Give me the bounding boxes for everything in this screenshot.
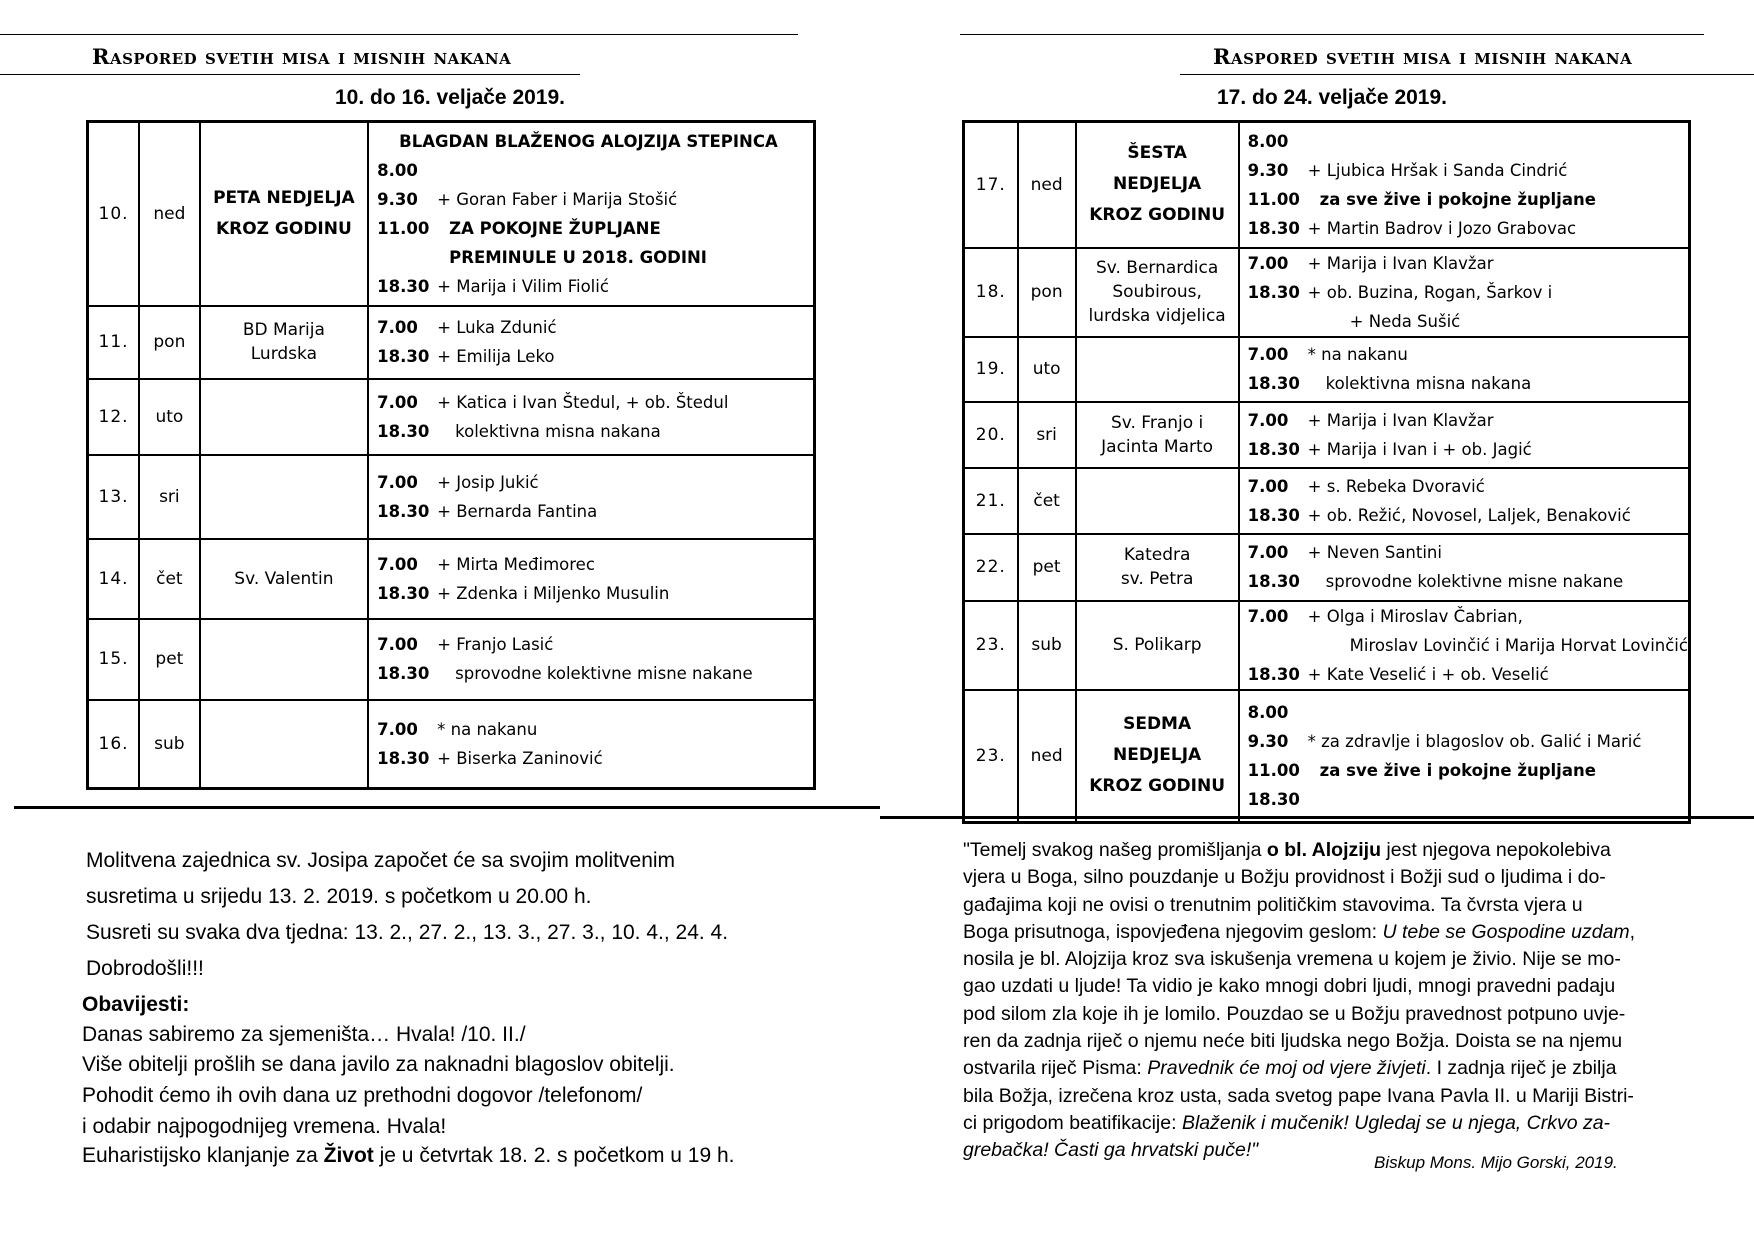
day-name: sri bbox=[1018, 402, 1076, 468]
day-name: pet bbox=[1018, 534, 1076, 601]
feast-line: Sv. Franjo i bbox=[1110, 412, 1204, 433]
schedule-row bbox=[964, 248, 1690, 337]
feast-cell bbox=[1076, 468, 1239, 534]
bishop-quote bbox=[963, 837, 1679, 1165]
mass-intention: + Biserka Zaninović bbox=[437, 748, 603, 768]
mass-line bbox=[1248, 472, 1688, 501]
notice-adoration-bold: Život bbox=[323, 1144, 374, 1167]
feast-cell bbox=[200, 539, 369, 619]
mass-time: 18.30 bbox=[377, 664, 430, 683]
mass-time: 18.30 bbox=[377, 501, 430, 521]
mass-time: 18.30 bbox=[1247, 572, 1300, 591]
quote-segment: grebačka! Časti ga hrvatski puče!" bbox=[963, 1139, 1259, 1162]
masses-cell bbox=[368, 379, 814, 455]
quote-line bbox=[963, 1001, 1679, 1028]
masses-cell bbox=[1239, 402, 1690, 468]
mass-intention: + Ljubica Hršak i Sanda Cindrić bbox=[1307, 160, 1568, 180]
mass-line bbox=[377, 388, 813, 417]
mass-time: 9.30 bbox=[1247, 731, 1289, 751]
notice-line: Više obitelji prošlih se dana javilo za naknadni blagoslov obitelji. bbox=[82, 1053, 675, 1076]
mass-time: 18.30 bbox=[1247, 664, 1300, 684]
feast-line: Jacinta Marto bbox=[1101, 436, 1214, 457]
mass-line bbox=[1248, 698, 1688, 727]
feast-line: KROZ GODINU bbox=[1089, 776, 1226, 797]
right-header-title: Raspored svetih misa i misnih nakana bbox=[1213, 44, 1633, 69]
mass-line bbox=[1248, 727, 1688, 756]
mass-intention: Miroslav Lovinčić i Marija Horvat Lovinčić bbox=[1349, 635, 1688, 655]
right-schedule-table bbox=[962, 120, 1691, 824]
mass-line bbox=[1248, 756, 1688, 785]
masses-cell bbox=[1239, 468, 1690, 534]
day-name: uto bbox=[139, 379, 200, 455]
mass-intention: + Olga i Miroslav Čabrian, bbox=[1307, 606, 1523, 626]
schedule-row bbox=[964, 337, 1690, 402]
feast-line: Sv. Bernardica bbox=[1095, 258, 1219, 278]
mass-time: 18.30 bbox=[377, 347, 430, 366]
mass-intention: ZA POKOJNE ŽUPLJANE bbox=[449, 218, 661, 238]
mass-intention: + Marija i Ivan i + ob. Jagić bbox=[1307, 439, 1532, 459]
day-number: 20. bbox=[964, 402, 1018, 468]
masses-cell bbox=[368, 700, 814, 789]
quote-segment: Boga prisutnoga, ispovjeđena njegovim geslom: bbox=[963, 920, 1383, 943]
mass-intention: + s. Rebeka Dvoravić bbox=[1307, 476, 1485, 496]
mass-intention: + Marija i Vilim Fiolić bbox=[437, 276, 609, 296]
mass-time: 11.00 bbox=[377, 218, 430, 238]
masses-cell bbox=[1239, 248, 1690, 337]
quote-line bbox=[963, 973, 1679, 1000]
mass-time: 8.00 bbox=[1247, 702, 1289, 722]
day-number: 10. bbox=[88, 122, 140, 306]
mass-intention: + Bernarda Fantina bbox=[437, 501, 598, 521]
mass-time: 7.00 bbox=[1247, 543, 1289, 562]
day-name: uto bbox=[1018, 337, 1076, 402]
day-number: 12. bbox=[88, 379, 140, 455]
day-name: pon bbox=[1018, 248, 1076, 337]
feast-cell bbox=[200, 700, 369, 789]
mass-line bbox=[377, 497, 813, 526]
mass-line bbox=[1248, 185, 1688, 214]
mass-line bbox=[1248, 214, 1688, 243]
day-number: 18. bbox=[964, 248, 1018, 337]
quote-segment: jest njegova nepokolebiva bbox=[1381, 839, 1611, 861]
mass-time: 18.30 bbox=[377, 583, 430, 603]
mass-line bbox=[1248, 435, 1688, 464]
feast-line: sv. Petra bbox=[1120, 569, 1194, 589]
mass-intention: + Franjo Lasić bbox=[437, 635, 554, 654]
quote-segment: vjera u Boga, silno pouzdanje u Božju providnost i Božji sud o ljudima i do- bbox=[963, 866, 1606, 889]
day-number: 21. bbox=[964, 468, 1018, 534]
mass-time: 11.00 bbox=[1247, 760, 1300, 780]
mass-line bbox=[377, 630, 813, 659]
mass-time: 18.30 bbox=[1247, 505, 1300, 525]
masses-cell bbox=[1239, 337, 1690, 402]
mass-line bbox=[1248, 538, 1688, 567]
right-header-rule bbox=[960, 34, 1704, 35]
quote-segment: bila Božja, izrečena kroz usta, sada svetog pape Ivana Pavla II. u Mariji Bistri- bbox=[963, 1084, 1634, 1107]
left-header-title: Raspored svetih misa i misnih nakana bbox=[92, 44, 512, 69]
day-number: 11. bbox=[88, 306, 140, 379]
mass-line bbox=[1248, 631, 1688, 660]
mass-line bbox=[377, 272, 813, 301]
mass-time: 7.00 bbox=[1247, 476, 1289, 496]
mass-time: 7.00 bbox=[1247, 345, 1289, 364]
left-header-underline bbox=[0, 74, 580, 75]
mass-line bbox=[377, 744, 813, 773]
mass-line bbox=[1248, 127, 1688, 156]
masses-cell bbox=[1239, 690, 1690, 823]
day-number: 17. bbox=[964, 122, 1018, 248]
schedule-row bbox=[88, 539, 815, 619]
left-schedule-table bbox=[86, 120, 816, 790]
feast-line: NEDJELJA bbox=[1113, 745, 1202, 766]
day-number: 23. bbox=[964, 690, 1018, 823]
schedule-row bbox=[88, 122, 815, 306]
mass-line bbox=[377, 659, 813, 688]
mass-line bbox=[377, 214, 813, 243]
quote-segment: , bbox=[1629, 920, 1636, 943]
mass-line bbox=[377, 313, 813, 342]
mass-time: 8.00 bbox=[1247, 131, 1289, 151]
feast-line: Katedra bbox=[1123, 545, 1191, 565]
quote-segment: ren da zadnja riječ o njemu neće biti ljudska nego Božja. Doista se na njemu bbox=[963, 1030, 1623, 1053]
mass-line bbox=[377, 185, 813, 214]
feast-cell bbox=[200, 306, 369, 379]
mass-time: 7.00 bbox=[377, 635, 418, 654]
feast-line: ŠESTA bbox=[1127, 143, 1187, 164]
paragraph-line: Susreti su svaka dva tjedna: 13. 2., 27. 2., 13. 3., 27. 3., 10. 4., 24. 4. bbox=[86, 921, 729, 944]
schedule-row bbox=[964, 122, 1690, 248]
feast-cell bbox=[200, 619, 369, 700]
feast-line: NEDJELJA bbox=[1113, 174, 1202, 195]
paragraph-line: susretima u srijedu 13. 2. 2019. s početkom u 20.00 h. bbox=[86, 885, 592, 908]
mass-time: 7.00 bbox=[377, 392, 418, 412]
mass-line bbox=[1248, 156, 1688, 185]
mass-intention: + ob. Režić, Novosel, Laljek, Benaković bbox=[1307, 505, 1631, 525]
feast-line: PETA NEDJELJA bbox=[213, 187, 355, 208]
notice-line: i odabir najpogodnijeg vremena. Hvala! bbox=[82, 1115, 447, 1138]
left-header-rule bbox=[0, 34, 798, 35]
mass-intention: + Marija i Ivan Klavžar bbox=[1307, 410, 1494, 430]
day-number: 23. bbox=[964, 601, 1018, 690]
day-name: ned bbox=[1018, 122, 1076, 248]
schedule-row bbox=[88, 619, 815, 700]
mass-time: 7.00 bbox=[377, 472, 418, 492]
right-week-range: 17. do 24. veljače 2019. bbox=[1217, 86, 1447, 109]
mass-line bbox=[1248, 602, 1688, 631]
schedule-row bbox=[88, 306, 815, 379]
mass-line bbox=[377, 468, 813, 497]
mass-intention: PREMINULE U 2018. GODINI bbox=[449, 247, 707, 267]
mass-intention: za sve žive i pokojne župljane bbox=[1319, 760, 1596, 780]
mass-time: 7.00 bbox=[1247, 253, 1289, 273]
mass-intention: + Zdenka i Miljenko Musulin bbox=[437, 583, 670, 603]
mass-intention: + Marija i Ivan Klavžar bbox=[1307, 253, 1494, 273]
mass-time: 18.30 bbox=[377, 421, 430, 441]
mass-line bbox=[1248, 567, 1688, 596]
feast-line: KROZ GODINU bbox=[1089, 205, 1226, 226]
mass-intention: * na nakanu bbox=[1307, 345, 1408, 364]
feast-line: S. Polikarp bbox=[1112, 635, 1202, 655]
mass-time: 7.00 bbox=[377, 554, 418, 574]
quote-segment: pod silom zla koje ih je lomilo. Pouzdao se u Božju pravednost potpuno uvje- bbox=[963, 1002, 1626, 1025]
day-name: čet bbox=[1018, 468, 1076, 534]
feast-line: Sv. Valentin bbox=[234, 568, 334, 589]
mass-line bbox=[377, 715, 813, 744]
mass-intention: + Josip Jukić bbox=[437, 472, 539, 492]
mass-intention: kolektivna misna nakana bbox=[1325, 374, 1532, 393]
quote-segment: Blaženik i mučenik! Ugledaj se u njega, Crkvo za- bbox=[1181, 1111, 1611, 1134]
mass-time: 18.30 bbox=[1247, 218, 1300, 238]
day-name: ned bbox=[139, 122, 200, 306]
feast-cell bbox=[200, 455, 369, 539]
quote-segment: nosila je bl. Alojzija kroz sva iskušenja vremena u kojem je živio. Nije se mo- bbox=[963, 948, 1621, 971]
feast-cell bbox=[1076, 337, 1239, 402]
day-name: pon bbox=[139, 306, 200, 379]
quote-line bbox=[963, 837, 1679, 864]
mass-time: 11.00 bbox=[1247, 189, 1300, 209]
day-name: pet bbox=[139, 619, 200, 700]
mass-intention: BLAGDAN BLAŽENOG ALOJZIJA STEPINCA bbox=[399, 131, 778, 151]
mass-intention: za sve žive i pokojne župljane bbox=[1319, 189, 1596, 209]
quote-line bbox=[963, 919, 1679, 946]
mass-intention: + Neven Santini bbox=[1307, 543, 1442, 562]
left-bottom-rule bbox=[14, 806, 880, 809]
day-name: sri bbox=[139, 455, 200, 539]
mass-intention: + Katica i Ivan Štedul, + ob. Štedul bbox=[437, 392, 729, 412]
feast-line: Soubirous, bbox=[1112, 282, 1202, 302]
feast-cell bbox=[1076, 601, 1239, 690]
notice-adoration bbox=[82, 1144, 735, 1168]
quote-line bbox=[963, 946, 1679, 973]
mass-line bbox=[1248, 501, 1688, 530]
day-name: čet bbox=[139, 539, 200, 619]
day-name: sub bbox=[139, 700, 200, 789]
mass-intention: * za zdravlje i blagoslov ob. Galić i Marić bbox=[1307, 731, 1642, 751]
feast-line: BD Marija bbox=[242, 320, 325, 340]
mass-time: 18.30 bbox=[377, 276, 430, 296]
mass-time: 18.30 bbox=[1247, 282, 1300, 302]
day-number: 14. bbox=[88, 539, 140, 619]
mass-intention: * na nakanu bbox=[437, 719, 538, 739]
mass-line bbox=[377, 342, 813, 371]
mass-time: 9.30 bbox=[1247, 160, 1289, 180]
paragraph-line: Molitvena zajednica sv. Josipa započet će sa svojim molitvenim bbox=[86, 849, 676, 872]
feast-cell bbox=[1076, 402, 1239, 468]
masses-cell bbox=[1239, 122, 1690, 248]
mass-intention: + Luka Zdunić bbox=[437, 318, 557, 337]
mass-line bbox=[377, 417, 813, 446]
schedule-row bbox=[964, 534, 1690, 601]
day-name: sub bbox=[1018, 601, 1076, 690]
paragraph-line: Dobrodošli!!! bbox=[86, 957, 204, 980]
quote-segment: ostvarila riječ Pisma: bbox=[963, 1057, 1148, 1080]
mass-line bbox=[1248, 278, 1688, 307]
quote-line bbox=[963, 1028, 1679, 1055]
feast-cell bbox=[1076, 248, 1239, 337]
notice-line: Pohodit ćemo ih ovih dana uz prethodni dogovor /telefonom/ bbox=[82, 1084, 643, 1107]
feast-cell bbox=[1076, 122, 1239, 248]
masses-cell bbox=[368, 455, 814, 539]
masses-cell bbox=[368, 619, 814, 700]
quote-segment: gađajima koji ne ovisi o trenutnim političkim stavovima. Ta čvrsta vjera u bbox=[963, 893, 1583, 916]
quote-segment: U tebe se Gospodine uzdam bbox=[1382, 920, 1630, 943]
left-week-range: 10. do 16. veljače 2019. bbox=[335, 86, 565, 109]
mass-time: 7.00 bbox=[377, 719, 418, 739]
mass-intention: kolektivna misna nakana bbox=[455, 421, 661, 441]
mass-intention: + Kate Veselić i + ob. Veselić bbox=[1307, 664, 1549, 684]
feast-line: SEDMA bbox=[1123, 714, 1192, 735]
right-header-underline bbox=[1180, 74, 1754, 75]
quote-line bbox=[963, 1055, 1679, 1082]
mass-intention: sprovodne kolektivne misne nakane bbox=[1325, 572, 1624, 591]
mass-time: 7.00 bbox=[377, 318, 418, 337]
quote-line bbox=[963, 864, 1679, 891]
feast-cell bbox=[200, 379, 369, 455]
mass-line bbox=[377, 550, 813, 579]
quote-segment: o bl. Alojziju bbox=[1266, 839, 1382, 861]
mass-intention: + Mirta Međimorec bbox=[437, 554, 595, 574]
mass-time: 18.30 bbox=[377, 748, 430, 768]
mass-line bbox=[377, 579, 813, 608]
mass-intention: sprovodne kolektivne misne nakane bbox=[455, 664, 753, 683]
notice-adoration-pre: Euharistijsko klanjanje za bbox=[82, 1144, 324, 1167]
mass-intention: + Martin Badrov i Jozo Grabovac bbox=[1307, 218, 1577, 238]
masses-cell bbox=[1239, 601, 1690, 690]
mass-intention: + Emilija Leko bbox=[437, 347, 555, 366]
mass-time: 7.00 bbox=[1247, 606, 1289, 626]
feast-line: lurdska vidjelica bbox=[1088, 306, 1226, 326]
feast-cell bbox=[1076, 534, 1239, 601]
mass-line bbox=[1248, 785, 1688, 814]
right-bottom-rule bbox=[880, 816, 1754, 819]
quote-segment: Pravednik će moj od vjere živjeti bbox=[1147, 1057, 1426, 1080]
masses-cell bbox=[368, 306, 814, 379]
schedule-row bbox=[88, 455, 815, 539]
notices-title: Obavijesti: bbox=[82, 993, 190, 1016]
mass-line bbox=[377, 243, 813, 272]
mass-intention: + ob. Buzina, Rogan, Šarkov i bbox=[1307, 282, 1553, 302]
mass-line bbox=[1248, 249, 1688, 278]
quote-line bbox=[963, 1110, 1679, 1137]
day-number: 16. bbox=[88, 700, 140, 789]
day-name: ned bbox=[1018, 690, 1076, 823]
mass-time: 9.30 bbox=[377, 189, 418, 209]
day-number: 13. bbox=[88, 455, 140, 539]
mass-line bbox=[1248, 369, 1688, 398]
schedule-row bbox=[964, 402, 1690, 468]
schedule-row bbox=[964, 468, 1690, 534]
mass-intention: + Neda Sušić bbox=[1349, 311, 1461, 331]
masses-cell bbox=[1239, 534, 1690, 601]
schedule-row bbox=[964, 601, 1690, 690]
quote-segment: ci prigodom beatifikacije: bbox=[963, 1111, 1182, 1134]
mass-line bbox=[1248, 307, 1688, 336]
mass-time: 18.30 bbox=[1247, 374, 1300, 393]
feast-cell bbox=[200, 122, 369, 306]
schedule-row bbox=[964, 690, 1690, 823]
mass-line bbox=[1248, 660, 1688, 689]
mass-time: 7.00 bbox=[1247, 410, 1289, 430]
feast-line: KROZ GODINU bbox=[215, 218, 352, 239]
masses-cell bbox=[368, 539, 814, 619]
quote-segment: gao uzdati u ljude! Ta vidio je kako mnogi dobri ljudi, mnogi pravedni padaju bbox=[963, 975, 1616, 998]
notice-adoration-post: je u četvrtak 18. 2. s početkom u 19 h. bbox=[373, 1144, 735, 1167]
mass-time: 18.30 bbox=[1247, 439, 1300, 459]
day-number: 22. bbox=[964, 534, 1018, 601]
mass-time: 8.00 bbox=[377, 160, 418, 180]
day-number: 19. bbox=[964, 337, 1018, 402]
feast-cell bbox=[1076, 690, 1239, 823]
schedule-row bbox=[88, 379, 815, 455]
mass-line bbox=[1248, 340, 1688, 369]
mass-time: 18.30 bbox=[1247, 789, 1300, 809]
quote-line bbox=[963, 1083, 1679, 1110]
mass-line bbox=[377, 156, 813, 185]
masses-cell bbox=[368, 122, 814, 306]
schedule-row bbox=[88, 700, 815, 789]
day-number: 15. bbox=[88, 619, 140, 700]
mass-line bbox=[377, 127, 813, 156]
quote-segment: . I zadnja riječ je zbilja bbox=[1425, 1057, 1617, 1080]
quote-signature: Biskup Mons. Mijo Gorski, 2019. bbox=[1374, 1153, 1618, 1172]
quote-segment: "Temelj svakog našeg promišljanja bbox=[963, 839, 1267, 861]
mass-line bbox=[1248, 406, 1688, 435]
mass-intention: + Goran Faber i Marija Stošić bbox=[437, 189, 678, 209]
quote-line bbox=[963, 892, 1679, 919]
feast-line: Lurdska bbox=[250, 344, 317, 364]
notice-line: Danas sabiremo za sjemeništa… Hvala! /10. II./ bbox=[82, 1023, 526, 1046]
